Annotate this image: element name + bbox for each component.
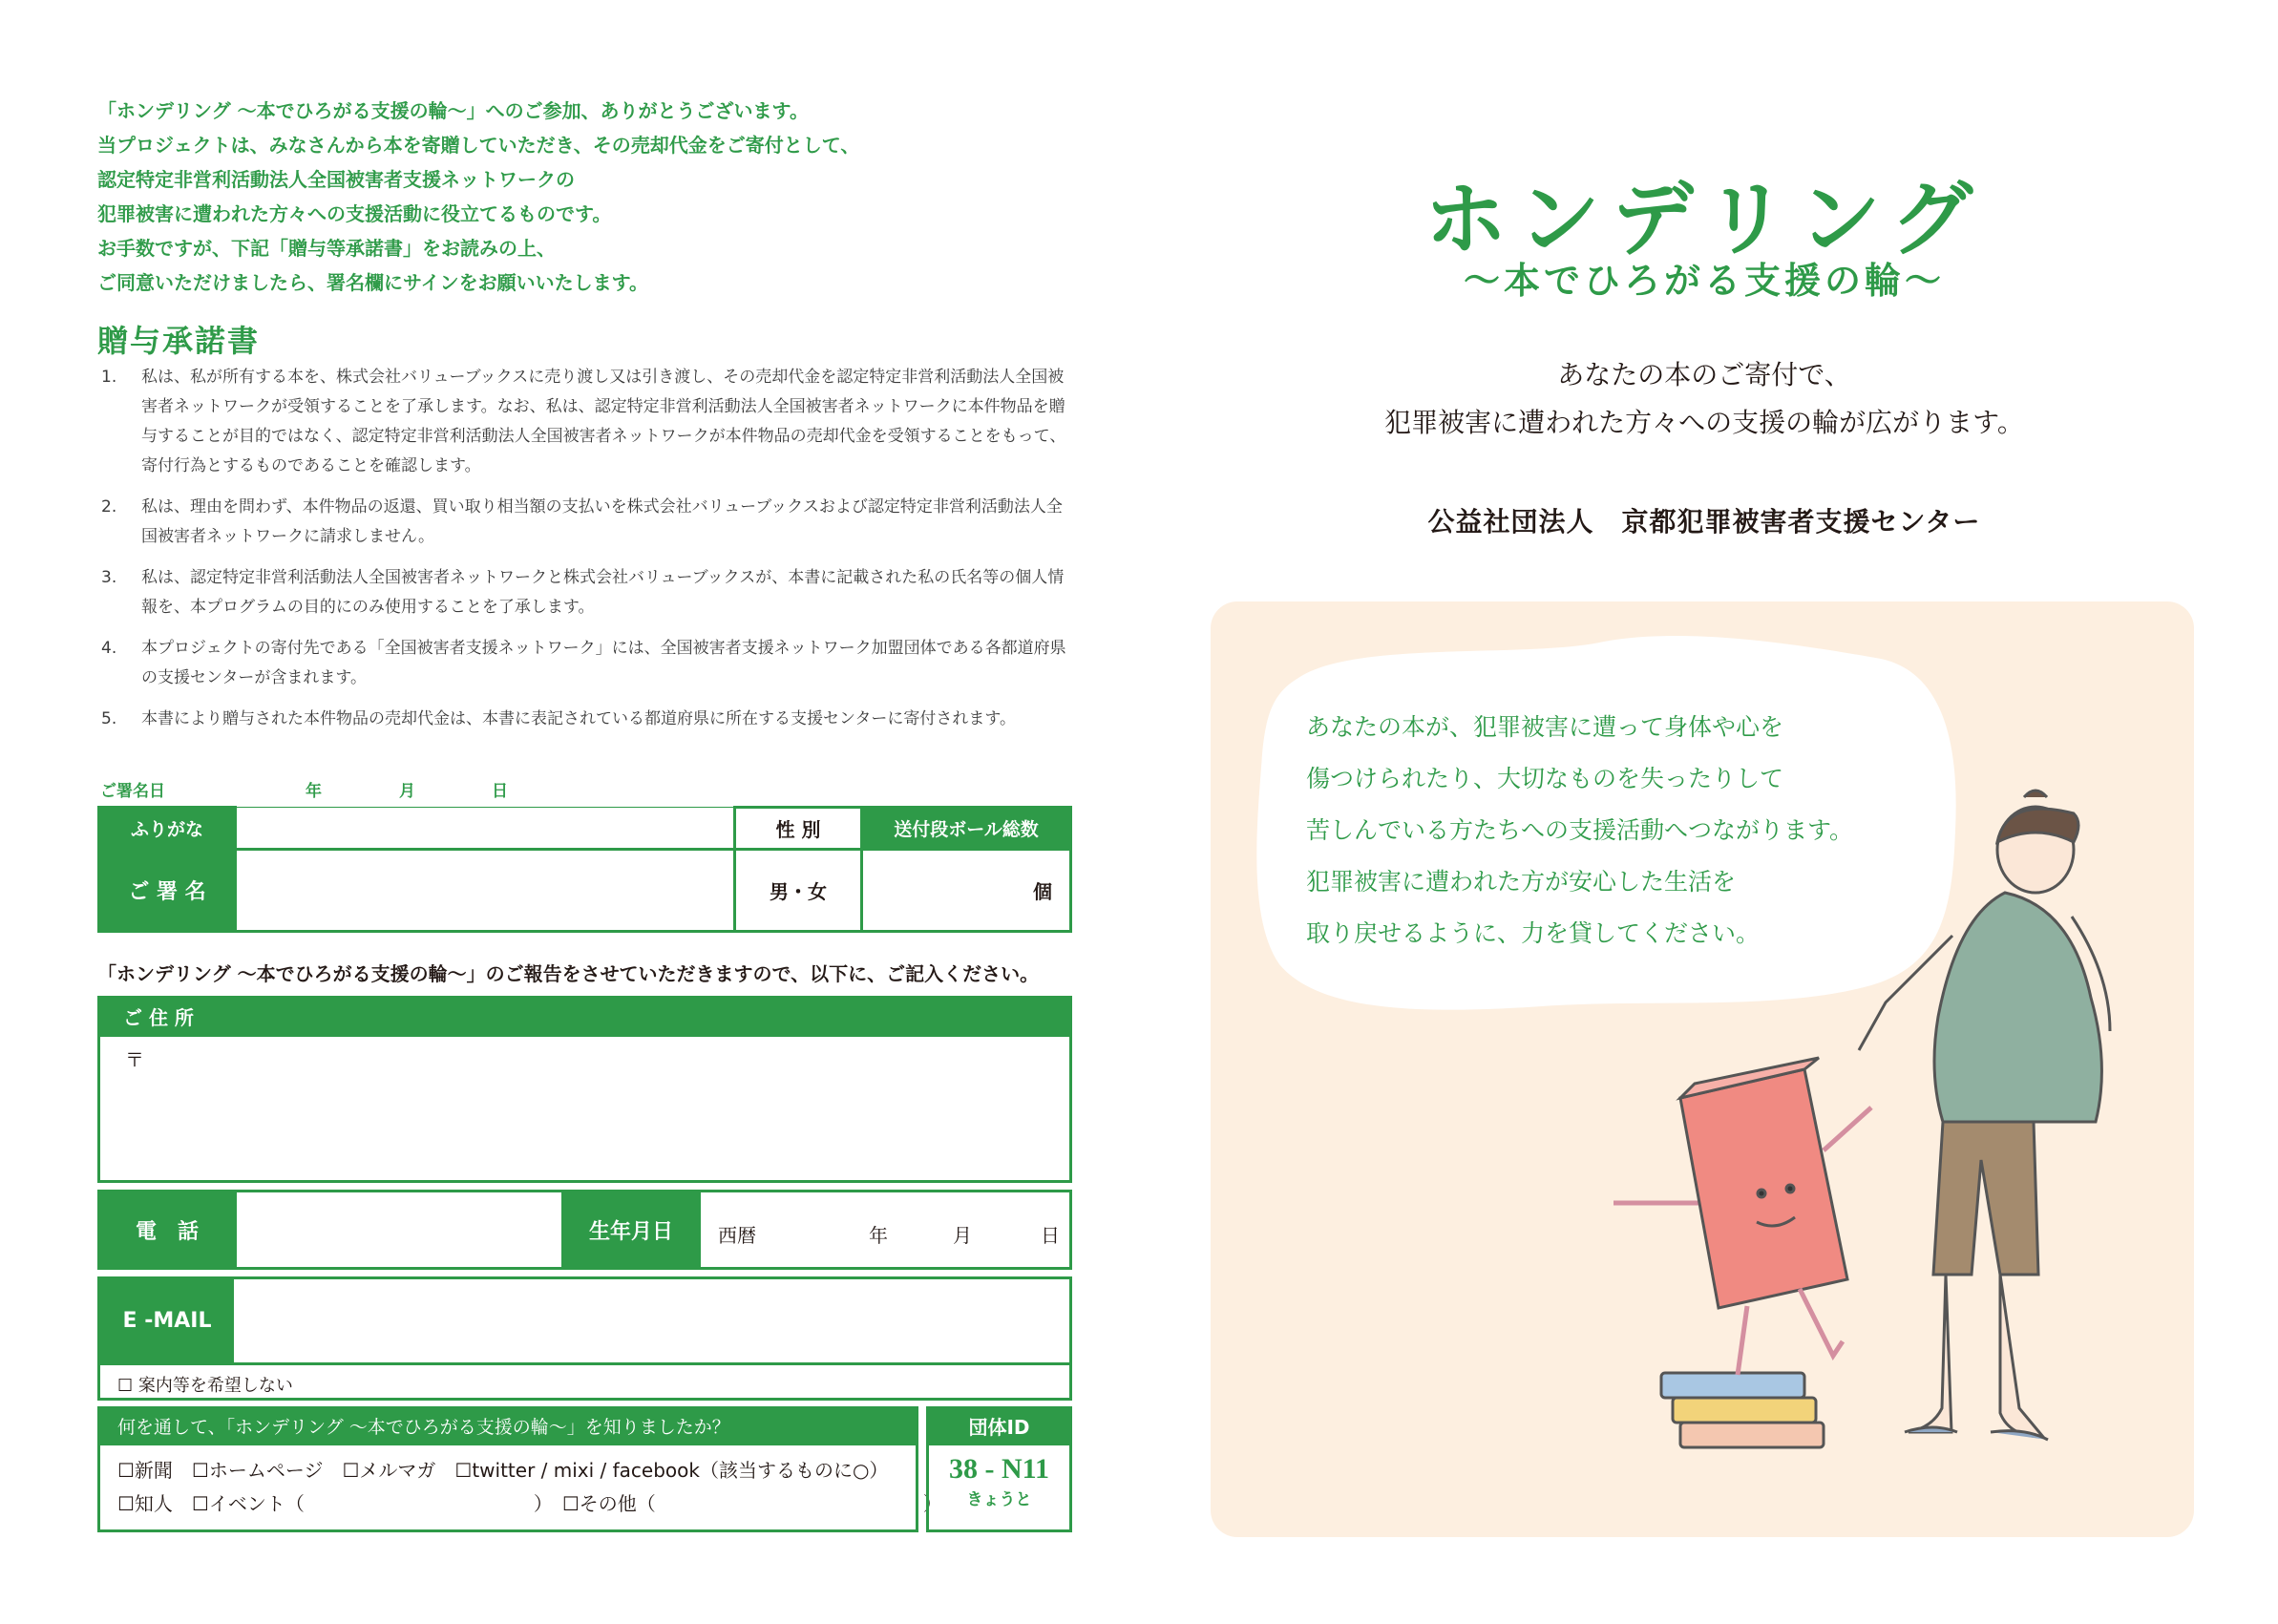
seireki-label: 西暦: [718, 1224, 756, 1247]
source-question: 何を通して、「ホンデリング ～本でひろがる支援の輪～」を知りましたか？: [100, 1409, 916, 1445]
signature-table: [97, 806, 1072, 933]
birthday-field[interactable]: [700, 1192, 1071, 1269]
group-id-value: 38 - N11: [949, 1453, 1049, 1485]
day-label: 日: [492, 782, 508, 801]
phone-label: 電 話: [99, 1192, 236, 1269]
term-number: 1.: [101, 368, 117, 387]
birth-day-label: 日: [1041, 1224, 1060, 1247]
message-line: 取り戻せるように、力を貸してください。: [1306, 919, 1761, 947]
address-box: [97, 996, 1072, 1183]
email-field[interactable]: [234, 1279, 1069, 1362]
term-number: 3.: [101, 568, 117, 587]
term-text: 本プロジェクトの寄付先である「全国被害者支援ネットワーク」には、全国被害者支援ネットワーク加盟団体である各都道府県の支援センターが含まれます。: [141, 639, 1066, 687]
year-label: 年: [306, 782, 322, 801]
month-label: 月: [399, 782, 415, 801]
brand-title: ホンデリング: [1424, 172, 1985, 267]
message-line: 苦しんでいる方たちへの支援活動へつながります。: [1306, 816, 1854, 844]
intro-line: ご同意いただけましたら、署名欄にサインをお願いいたします。: [97, 271, 648, 294]
agreement-terms: [97, 363, 1071, 746]
phone-field[interactable]: [236, 1192, 563, 1269]
source-box: [97, 1406, 942, 1532]
group-id-label: 団体ID: [929, 1409, 1069, 1445]
term-item: [97, 563, 1071, 622]
term-item: [97, 493, 1071, 552]
intro-line: 認定特定非営利活動法人全国被害者支援ネットワークの: [97, 168, 575, 191]
term-number: 4.: [101, 639, 117, 658]
group-name: きょうと: [966, 1490, 1032, 1509]
term-item: [97, 634, 1071, 693]
brand-subtitle: ～本でひろがる支援の輪～: [1463, 260, 1945, 302]
intro-line: 「ホンデリング ～本でひろがる支援の輪～」へのご参加、ありがとうございます。: [97, 99, 809, 122]
term-text: 私は、認定特定非営利活動法人全国被害者ネットワークと株式会社バリューブックスが、本書に記載された私の氏名等の個人情報を、本プログラムの目的にのみ使用することを了承します。: [141, 568, 1065, 617]
term-item: [97, 363, 1071, 481]
signature-field[interactable]: [236, 850, 735, 932]
date-label: ご署名日: [100, 782, 165, 801]
message-line: 傷つけられたり、大切なものを失ったりして: [1306, 765, 1784, 792]
term-text: 私は、理由を問わず、本件物品の返還、買い取り相当額の支払いを株式会社バリューブックスおよび認定特定非営利活動法人全国被害者ネットワークに請求しません。: [141, 497, 1063, 546]
books-stack-icon: [1661, 1373, 1824, 1447]
lead-text: [1208, 351, 2201, 447]
birth-month-label: 月: [953, 1224, 972, 1247]
message-line: あなたの本が、犯罪被害に遭って身体や心を: [1306, 713, 1784, 741]
phone-birthday-table: [97, 1190, 1072, 1270]
birthday-label: 生年月日: [563, 1192, 700, 1269]
woman-figure-icon: [1859, 791, 2110, 1440]
furigana-label: ふりがな: [99, 808, 236, 850]
term-number: 5.: [101, 709, 117, 728]
lead-line: 犯罪被害に遭われた方々への支援の輪が広がります。: [1384, 407, 2024, 438]
signature-label: ご 署 名: [99, 850, 236, 932]
no-info-checkbox[interactable]: ☐ 案内等を希望しない: [117, 1376, 293, 1396]
furigana-field[interactable]: [236, 808, 735, 850]
intro-line: お手数ですが、下記「贈与等承諾書」をお読みの上、: [97, 237, 556, 260]
intro-line: 当プロジェクトは、みなさんから本を寄贈していただき、その売却代金をご寄付として、: [97, 134, 860, 157]
group-id-box: [926, 1406, 1072, 1532]
source-options-row1[interactable]: ☐新聞 ☐ホームページ ☐メルマガ ☐twitter / mixi / facebook（該当するものに○）: [117, 1459, 889, 1482]
intro-line: 犯罪被害に遭われた方々への支援活動に役立てるものです。: [97, 202, 612, 225]
email-box: [97, 1276, 1072, 1401]
boxes-label: 送付段ボール総数: [862, 808, 1071, 850]
agreement-title: 贈与承諾書: [97, 323, 261, 359]
illustration-book-and-woman: [1604, 783, 2177, 1470]
address-label: ご 住 所: [100, 999, 1069, 1037]
address-field[interactable]: [100, 1037, 1069, 1180]
intro-text: [97, 94, 1071, 300]
gender-label: 性 別: [735, 808, 862, 850]
organization-name: 公益社団法人 京都犯罪被害者支援センター: [1427, 506, 1981, 538]
term-number: 2.: [101, 497, 117, 517]
report-note: 「ホンデリング ～本でひろがる支援の輪～」のご報告をさせていただきますので、以下に、ご記入ください。: [97, 962, 1040, 985]
book-character-icon: [1614, 1058, 1871, 1375]
birth-year-label: 年: [869, 1224, 888, 1247]
term-text: 私は、私が所有する本を、株式会社バリューブックスに売り渡し又は引き渡し、その売却代金を認定特定非営利活動法人全国被害者ネットワークが受領することを了承します。なお、私は、認定特定非営利活動法人全国被害者ネットワークに本件物品を贈与することが目的ではなく、認定特定非営利活動法人全国被害者ネットワークが本件物品の売却代金を受領することをもって、寄付行為とするものであることを確認します。: [141, 368, 1066, 475]
term-text: 本書により贈与された本件物品の売却代金は、本書に表記されている都道府県に所在する支援センターに寄付されます。: [141, 709, 1016, 728]
email-label: E -MAIL: [100, 1279, 234, 1362]
term-item: [97, 705, 1071, 734]
gender-options[interactable]: 男・女: [735, 850, 862, 932]
source-options-row2[interactable]: ☐知人 ☐イベント（ ） ☐その他（ ）: [117, 1492, 942, 1515]
message-line: 犯罪被害に遭われた方が安心した生活を: [1306, 868, 1737, 896]
boxes-count-field[interactable]: 個: [862, 850, 1071, 932]
postal-mark: 〒: [125, 1048, 144, 1071]
lead-line: あなたの本のご寄付で、: [1557, 359, 1851, 390]
signature-date-row: [100, 777, 673, 802]
